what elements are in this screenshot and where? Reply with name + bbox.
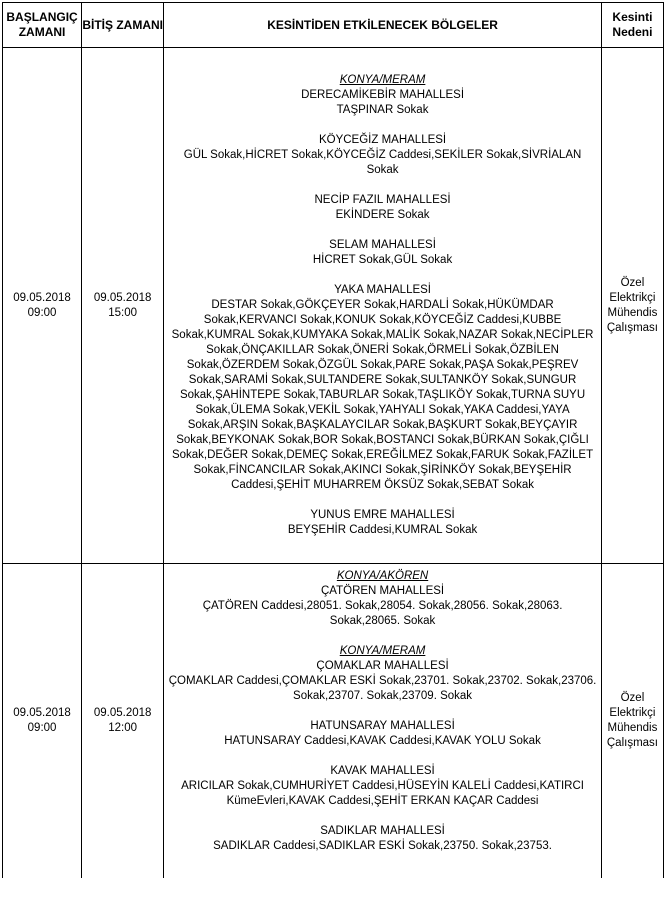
street-list: BEYŞEHİR Caddesi,KUMRAL Sokak: [287, 524, 478, 536]
time-text: 09:00: [27, 306, 57, 319]
reason-cell: Özel Elektrikçi Mühendis Çalışması: [601, 48, 663, 564]
street-list: TAŞPINAR Sokak: [336, 104, 429, 116]
street-list: ARICILAR Sokak,CUMHURİYET Caddesi,HÜSEYİN KALELİ Caddesi,KATIRCI KümeEvleri,KAVAK Caddesi,ŞEHİT ERKAN KAÇAR Caddesi: [181, 780, 584, 807]
date-text: 09.05.2018: [93, 706, 152, 719]
time-text: 09:00: [27, 721, 57, 734]
street-list: SADIKLAR Caddesi,SADIKLAR ESKİ Sokak,23750. Sokak,23753.: [213, 840, 552, 852]
neighborhood-name: YAKA MAHALLESİ: [334, 284, 432, 296]
neighborhood-group: [167, 133, 598, 178]
neighborhood-name: ÇOMAKLAR MAHALLESİ: [316, 660, 449, 672]
table-row: [3, 48, 664, 564]
street-list: EKİNDERE Sokak: [335, 209, 430, 221]
neighborhood-name: NECİP FAZIL MAHALLESİ: [314, 194, 451, 206]
time-text: 12:00: [108, 721, 138, 734]
street-list: HATUNSARAY Caddesi,KAVAK Caddesi,KAVAK YOLU Sokak: [224, 735, 541, 747]
header-affected-areas: KESİNTİDEN ETKİLENECEK BÖLGELER: [164, 3, 602, 48]
header-reason: Kesinti Nedeni: [601, 3, 663, 48]
neighborhood-name: DERECAMİKEBİR MAHALLESİ: [301, 89, 465, 101]
end-time-cell: [82, 48, 164, 564]
neighborhood-group: [167, 824, 598, 854]
street-list: ÇATÖREN Caddesi,28051. Sokak,28054. Sokak,28056. Sokak,28063. Sokak,28065. Sokak: [202, 600, 563, 627]
neighborhood-name: KÖYCEĞİZ MAHALLESİ: [318, 134, 447, 146]
start-time-cell: [3, 48, 82, 564]
reason-cell: Özel Elektrikçi Mühendis Çalışması: [601, 564, 663, 878]
neighborhood-group: [167, 238, 598, 268]
date-text: 09.05.2018: [93, 291, 152, 304]
neighborhood-group: [167, 283, 598, 493]
outage-table: [2, 2, 664, 878]
neighborhood-name: YUNUS EMRE MAHALLESİ: [310, 509, 455, 521]
province-label: KONYA/MERAM: [339, 74, 426, 86]
date-text: 09.05.2018: [13, 291, 71, 304]
neighborhood-name: SELAM MAHALLESİ: [329, 239, 436, 251]
neighborhood-group: [167, 644, 598, 704]
neighborhood-group: [167, 193, 598, 223]
province-label: KONYA/AKÖREN: [336, 570, 429, 582]
street-list: DESTAR Sokak,GÖKÇEYER Sokak,HARDALİ Sokak,HÜKÜMDAR Sokak,KERVANCI Sokak,KONUK Sokak,KÖYCEĞİZ Caddesi,KUBBE Sokak,KUMRAL Sokak,KUMYAKA Sokak,MALİK Sokak,NAZAR Sokak,NECİPLER Sokak,ÖNÇAKILLAR Sokak,ÖNERİ Sokak,ÖRMELİ Sokak,ÖZBİLEN Sokak,ÖZERDEM Sokak,ÖZGÜL Sokak,PARE Sokak,PAŞA Sokak,PEŞREV Sokak,SARAMİ Sokak,SULTANDERE Sokak,SULTANKÖY Sokak,SUNGUR Sokak,ŞAHİNTEPE Sokak,TABURLAR Sokak,TAŞLIKÖY Sokak,TURNA SUYU Sokak,ÜLEMA Sokak,VEKİL Sokak,YAHYALI Sokak,YAKA Caddesi,YAYA Sokak,ARŞIN Sokak,BAŞKALAYCILAR Sokak,BAŞKURT Sokak,BEYÇAYIR Sokak,BEYKONAK Sokak,BOR Sokak,BOSTANCI Sokak,BÜRKAN Sokak,ÇIĞLI Sokak,DEĞER Sokak,DEMEÇ Sokak,EREĞİLMEZ Sokak,FARUK Sokak,FAZİLET Sokak,FİNCANCILAR Sokak,AKINCI Sokak,ŞİRİNKÖY Sokak,BEYŞEHİR Caddesi,ŞEHİT MUHARREM ÖKSÜZ Sokak,SEBAT Sokak: [171, 299, 594, 491]
neighborhood-group: [167, 73, 598, 118]
street-list: ÇOMAKLAR Caddesi,ÇOMAKLAR ESKİ Sokak,23701. Sokak,23702. Sokak,23706. Sokak,23707. Sokak,23709. Sokak: [168, 675, 597, 702]
neighborhood-group: [167, 508, 598, 538]
neighborhood-group: [167, 764, 598, 809]
header-start-time: BAŞLANGIÇ ZAMANI: [3, 3, 82, 48]
affected-areas-cell: [164, 564, 602, 878]
header-row: [3, 3, 664, 48]
street-list: GÜL Sokak,HİCRET Sokak,KÖYCEĞİZ Caddesi,SEKİLER Sokak,SİVRİALAN Sokak: [183, 149, 582, 176]
header-end-time: BİTİŞ ZAMANI: [82, 3, 164, 48]
street-list: HİCRET Sokak,GÜL Sokak: [312, 254, 453, 266]
date-text: 09.05.2018: [13, 706, 71, 719]
affected-areas-cell: [164, 48, 602, 564]
neighborhood-name: KAVAK MAHALLESİ: [330, 765, 435, 777]
neighborhood-name: SADIKLAR MAHALLESİ: [320, 825, 445, 837]
neighborhood-name: HATUNSARAY MAHALLESİ: [310, 720, 455, 732]
end-time-cell: [82, 564, 164, 878]
table-row: [3, 564, 664, 878]
province-label: KONYA/MERAM: [339, 645, 426, 657]
time-text: 15:00: [108, 306, 138, 319]
neighborhood-name: ÇATÖREN MAHALLESİ: [320, 585, 445, 597]
start-time-cell: [3, 564, 82, 878]
neighborhood-group: [167, 719, 598, 749]
neighborhood-group: [167, 569, 598, 629]
